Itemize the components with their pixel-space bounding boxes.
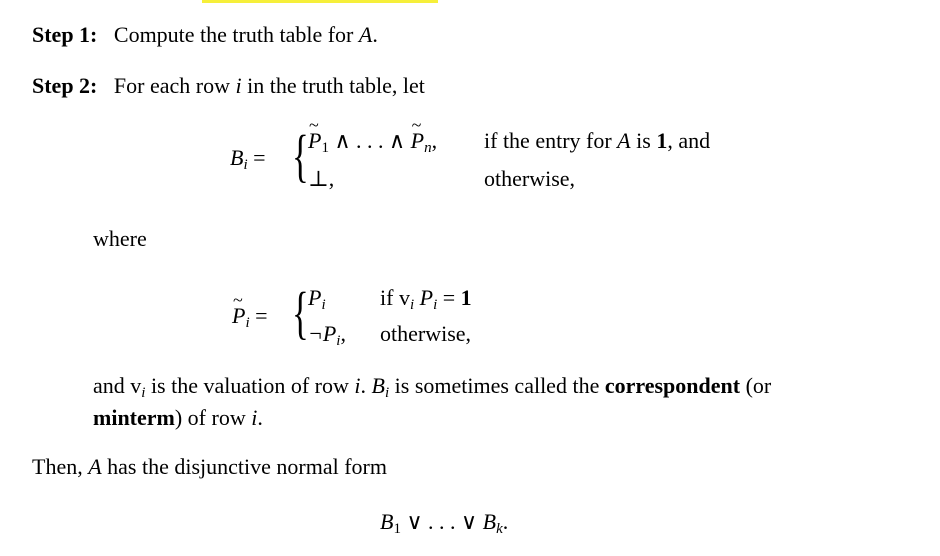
- dnf-formula: $B_1$ ∨ . . . ∨ $B_k$.: [380, 509, 509, 537]
- p-case-1-condition: if $v_i$ $P_i = 1$: [380, 285, 472, 313]
- valuation-line-1: and $v_i$ is the valuation of row i. $B_i$ is sometimes called the correspondent (or: [93, 373, 772, 401]
- step-2: [32, 73, 425, 99]
- where-label: where: [93, 226, 147, 251]
- then-sentence: Then, A has the disjunctive normal form: [32, 454, 387, 479]
- p-case-2-value: $\neg P_i$,: [308, 321, 346, 349]
- b-case-2-value: ⊥,: [308, 166, 335, 191]
- b-case-2-condition: otherwise,: [484, 166, 576, 191]
- b-case-1-condition: if the entry for A is 1, and: [484, 128, 711, 153]
- step-2-label: Step 2:: [32, 73, 98, 98]
- p-definition-lhs: ~ $P_i$ =: [232, 303, 268, 332]
- step-1: [32, 22, 378, 48]
- step-1-text: Compute the truth table for A.: [113, 22, 378, 47]
- left-brace: {: [292, 280, 309, 345]
- valuation-line-2: minterm) of row i.: [93, 405, 263, 430]
- left-brace: {: [292, 123, 309, 188]
- highlight-bar: [202, 0, 438, 3]
- b-definition-lhs: $B_i$ =: [230, 145, 266, 173]
- p-case-1-value: $P_i$: [308, 285, 326, 313]
- b-case-1-value: ~ $P_1$ ∧ . . . ∧ ~ $P_n$,: [308, 128, 437, 157]
- step-2-text: For each row i in the truth table, let: [113, 73, 425, 98]
- p-case-2-condition: otherwise,: [380, 321, 472, 346]
- step-1-label: Step 1:: [32, 22, 98, 47]
